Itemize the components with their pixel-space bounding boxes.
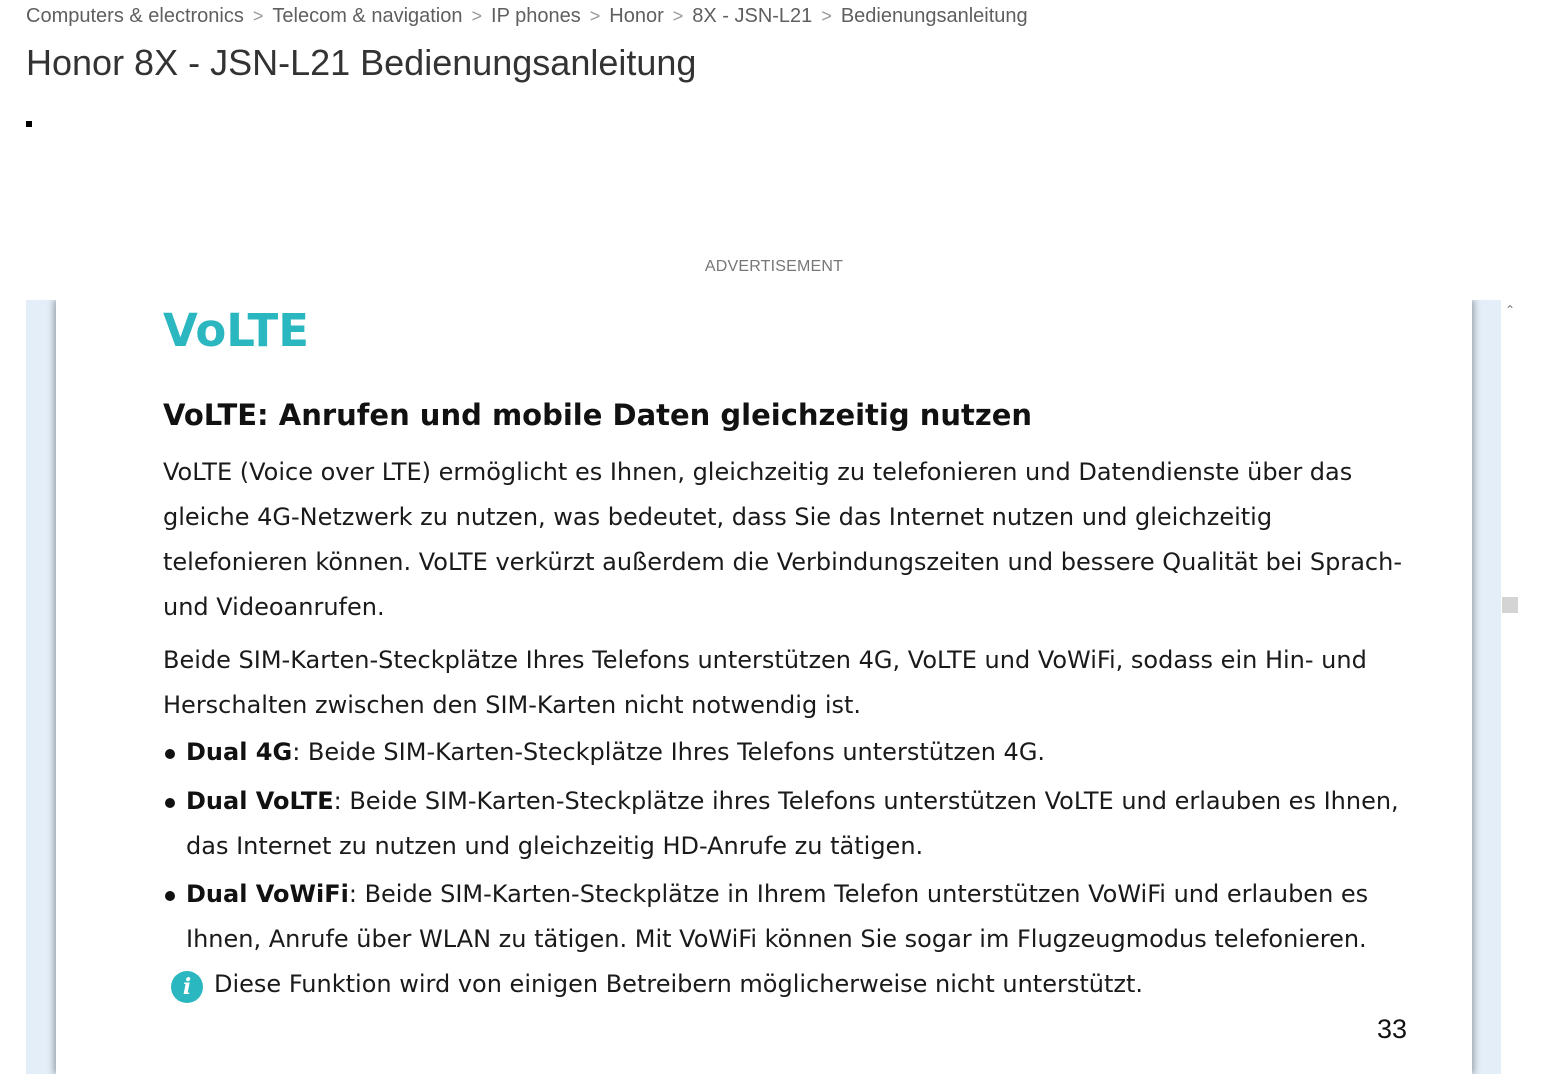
vertical-scrollbar[interactable]: [1501, 300, 1519, 1074]
breadcrumb-item-telecom-navigation[interactable]: Telecom & navigation: [272, 5, 463, 27]
list-item-term: Dual VoLTE: [186, 787, 334, 815]
list-item-description: : Beide SIM-Karten-Steckplätze Ihres Telefons unterstützen 4G.: [292, 738, 1046, 766]
breadcrumb-item-bedienungsanleitung[interactable]: Bedienungsanleitung: [840, 5, 1028, 27]
paragraph-volte-intro: VoLTE (Voice over LTE) ermöglicht es Ihnen, gleichzeitig zu telefonieren und Datendienste über das gleiche 4G-Netzwerk zu nutzen, was bedeutet, dass Sie das Internet nutzen und gleichzeitig telefonieren können. VoLTE verkürzt außerdem die Verbindungszeiten und bessere Qualität bei Sprach- und Videoanrufen.: [163, 458, 1402, 621]
scrollbar-thumb[interactable]: [1502, 597, 1518, 613]
list-item: [163, 730, 1403, 775]
bullet-icon: [165, 798, 175, 808]
list-item-term: Dual 4G: [186, 738, 293, 766]
breadcrumb-separator: >: [252, 6, 264, 26]
list-item-description: : Beide SIM-Karten-Steckplätze in Ihrem Telefon unterstützen VoWiFi und erlauben es Ihnen, Anrufe über WLAN zu tätigen. Mit VoWiFi können Sie sogar im Flugzeugmodus telefonieren.: [186, 880, 1369, 953]
list-item-text: [186, 779, 1403, 869]
breadcrumb-separator: >: [821, 6, 832, 26]
breadcrumb-separator: >: [672, 6, 684, 26]
page-number: 33: [1377, 1014, 1408, 1044]
paragraph-sim-slots: Beide SIM-Karten-Steckplätze Ihres Telefons unterstützen 4G, VoLTE und VoWiFi, sodass ein Hin- und Herschalten zwischen den SIM-Karten nicht notwendig ist.: [163, 646, 1367, 719]
page-title: Honor 8X - JSN-L21 Bedienungsanleitung: [26, 42, 697, 83]
small-square-marker: [26, 121, 32, 127]
list-item-term: Dual VoWiFi: [186, 880, 349, 908]
bullet-icon: [165, 749, 175, 759]
breadcrumb-item-ip-phones[interactable]: IP phones: [491, 5, 581, 27]
breadcrumb: [26, 5, 1028, 28]
list-item: [163, 872, 1403, 962]
breadcrumb-separator: >: [589, 6, 601, 26]
info-icon: i: [171, 971, 203, 1003]
scroll-up-icon[interactable]: ⌃: [1504, 303, 1516, 317]
list-item: [163, 779, 1403, 869]
breadcrumb-separator: >: [471, 6, 483, 26]
document-viewer[interactable]: [26, 300, 1519, 1074]
section-title: VoLTE: [163, 304, 309, 357]
list-item-text: [186, 872, 1403, 962]
info-note-text: Diese Funktion wird von einigen Betreibern möglicherweise nicht unterstützt.: [214, 970, 1144, 998]
breadcrumb-item-computers-electronics[interactable]: Computers & electronics: [26, 5, 244, 27]
breadcrumb-item-honor[interactable]: Honor: [609, 5, 664, 27]
breadcrumb-item-8x-jsn-l21[interactable]: 8X - JSN-L21: [692, 5, 813, 27]
document-page: [56, 300, 1472, 1074]
list-item-description: : Beide SIM-Karten-Steckplätze ihres Telefons unterstützen VoLTE und erlauben es Ihnen, das Internet zu nutzen und gleichzeitig HD-Anrufe zu tätigen.: [186, 787, 1399, 860]
bullet-icon: [165, 891, 175, 901]
advertisement-label: ADVERTISEMENT: [704, 258, 844, 275]
section-subtitle: VoLTE: Anrufen und mobile Daten gleichzeitig nutzen: [163, 398, 1033, 432]
info-note: [171, 962, 1143, 1007]
list-item-text: [186, 730, 1403, 775]
